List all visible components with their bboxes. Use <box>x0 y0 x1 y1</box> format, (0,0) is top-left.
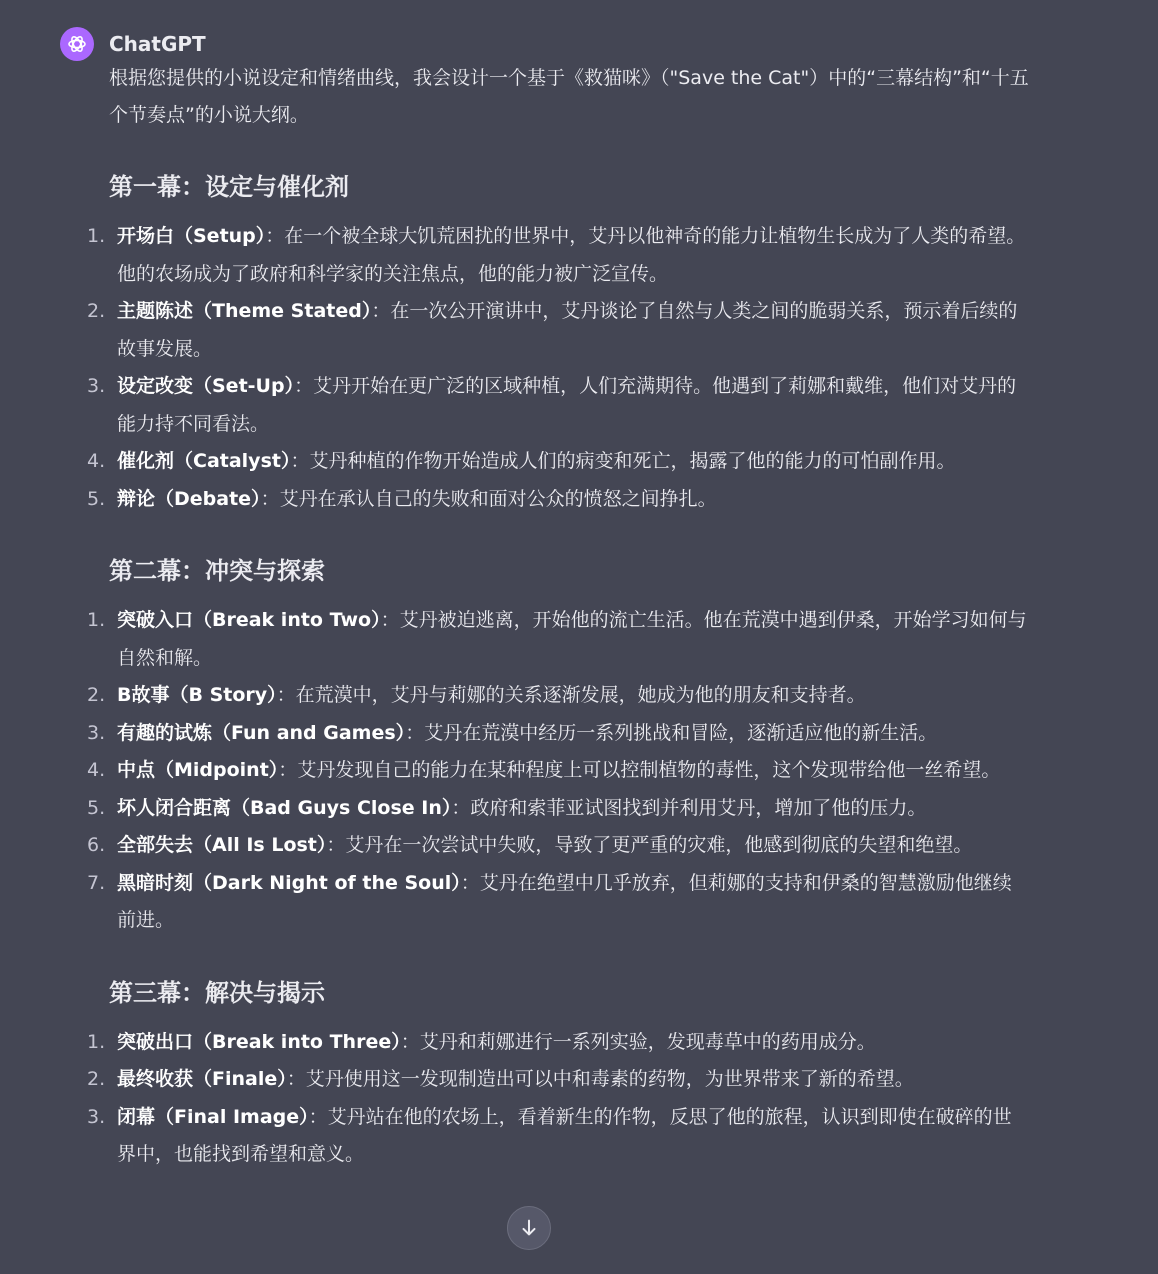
list-item <box>87 443 1029 481</box>
beat-separator: ： <box>451 796 471 819</box>
list-number: 5. <box>87 487 106 510</box>
arrow-down-icon <box>518 1217 540 1239</box>
beat-description: 艾丹种植的作物开始造成人们的病变和死亡，揭露了他的能力的可怕副作用。 <box>309 450 956 472</box>
beat-separator: ： <box>265 225 285 247</box>
beat-name: 辩论（Debate） <box>117 487 261 510</box>
list-number: 2. <box>87 1068 106 1090</box>
beat-separator: ： <box>294 375 314 397</box>
list-number: 1. <box>87 1030 106 1053</box>
beat-description: 艾丹在承认自己的失败和面对公众的愤怒之间挣扎。 <box>279 487 717 510</box>
beat-list <box>87 218 1029 518</box>
beat-name: 中点（Midpoint） <box>117 759 279 781</box>
beat-name: 突破入口（Break into Two） <box>117 609 381 631</box>
beat-separator: ： <box>405 721 425 744</box>
beat-description: 艾丹发现自己的能力在某种程度上可以控制植物的毒性，这个发现带给他一丝希望。 <box>297 759 1001 781</box>
beat-description: 艾丹使用这一发现制造出可以中和毒素的药物，为世界带来了新的希望。 <box>305 1068 914 1090</box>
beat-description: 艾丹被迫逃离，开始他的流亡生活。他在荒漠中遇到伊桑，开始学习如何与自然和解。 <box>117 609 1027 669</box>
beat-separator: ： <box>380 609 400 631</box>
list-item <box>87 602 1029 677</box>
avatar <box>60 27 94 61</box>
list-number: 5. <box>87 796 106 819</box>
beat-separator: ： <box>326 834 346 856</box>
beat-name: 最终收获（Finale） <box>117 1068 287 1090</box>
list-item <box>87 752 1029 790</box>
assistant-message <box>60 26 1100 1174</box>
beat-name: 黑暗时刻（Dark Night of the Soul） <box>117 871 461 894</box>
beat-description: 政府和索菲亚试图找到并利用艾丹，增加了他的压力。 <box>470 796 927 819</box>
list-number: 4. <box>87 759 106 781</box>
list-number: 2. <box>87 300 106 322</box>
beat-description: 在荒漠中，艾丹与莉娜的关系逐渐发展，她成为他的朋友和支持者。 <box>295 684 866 706</box>
beat-name: B故事（B Story） <box>117 684 277 706</box>
beat-description: 在一次公开演讲中，艾丹谈论了自然与人类之间的脆弱关系，预示着后续的故事发展。 <box>117 300 1018 360</box>
list-item <box>87 481 1029 519</box>
act-heading: 第三幕：解决与揭示 <box>109 978 325 1007</box>
list-item <box>87 790 1029 828</box>
beat-description: 艾丹站在他的农场上，看着新生的作物，反思了他的旅程，认识到即使在破碎的世界中，也能找到希望和意义。 <box>117 1105 1012 1165</box>
list-item <box>87 218 1029 293</box>
beat-name: 坏人闭合距离（Bad Guys Close In） <box>117 796 452 819</box>
list-item <box>87 368 1029 443</box>
list-number: 1. <box>87 609 106 631</box>
list-item <box>87 1024 1029 1062</box>
message-header <box>60 26 1100 62</box>
list-number: 3. <box>87 1105 106 1128</box>
beat-description: 艾丹在绝望中几乎放弃，但莉娜的支持和伊桑的智慧激励他继续前进。 <box>117 871 1012 931</box>
message-content <box>87 60 1029 1174</box>
beat-name: 开场白（Setup） <box>117 225 266 247</box>
beat-separator: ： <box>400 1030 420 1053</box>
beat-separator: ： <box>290 450 310 472</box>
list-item <box>87 677 1029 715</box>
scroll-to-bottom-button[interactable] <box>507 1206 551 1250</box>
author-name: ChatGPT <box>109 32 206 56</box>
beat-name: 有趣的试炼（Fun and Games） <box>117 721 406 744</box>
acts-container <box>87 170 1029 1174</box>
list-number: 7. <box>87 871 106 894</box>
beat-name: 催化剂（Catalyst） <box>117 450 291 472</box>
beat-name: 设定改变（Set-Up） <box>117 375 295 397</box>
beat-separator: ： <box>460 871 480 894</box>
beat-separator: ： <box>278 759 298 781</box>
beat-description: 艾丹在一次尝试中失败，导致了更严重的灾难，他感到彻底的失望和绝望。 <box>345 834 973 856</box>
beat-name: 主题陈述（Theme Stated） <box>117 300 372 322</box>
beat-name: 突破出口（Break into Three） <box>117 1030 401 1053</box>
beat-separator: ： <box>260 487 280 510</box>
list-number: 6. <box>87 834 106 856</box>
list-item <box>87 715 1029 753</box>
beat-list <box>87 602 1029 940</box>
beat-separator: ： <box>276 684 296 706</box>
act-heading: 第一幕：设定与催化剂 <box>109 173 349 201</box>
beat-description: 艾丹在荒漠中经历一系列挑战和冒险，逐渐适应他的新生活。 <box>424 721 938 744</box>
beat-description: 艾丹开始在更广泛的区域种植，人们充满期待。他遇到了莉娜和戴维，他们对艾丹的能力持不同看法。 <box>117 375 1017 435</box>
list-number: 1. <box>87 225 106 247</box>
list-item <box>87 1061 1029 1099</box>
beat-separator: ： <box>371 300 391 322</box>
beat-name: 闭幕（Final Image） <box>117 1105 309 1128</box>
beat-list <box>87 1024 1029 1174</box>
beat-description: 艾丹和莉娜进行一系列实验，发现毒草中的药用成分。 <box>419 1030 876 1053</box>
beat-description: 在一个被全球大饥荒困扰的世界中，艾丹以他神奇的能力让植物生长成为了人类的希望。他的农场成为了政府和科学家的关注焦点，他的能力被广泛宣传。 <box>117 225 1026 285</box>
list-number: 4. <box>87 450 106 472</box>
list-number: 3. <box>87 721 106 744</box>
act-heading: 第二幕：冲突与探索 <box>109 557 325 585</box>
list-number: 3. <box>87 375 106 397</box>
list-item <box>87 1099 1029 1174</box>
beat-separator: ： <box>308 1105 328 1128</box>
list-number: 2. <box>87 684 106 706</box>
list-item <box>87 827 1029 865</box>
beat-separator: ： <box>286 1068 306 1090</box>
openai-logo-icon <box>65 32 89 56</box>
list-item <box>87 865 1029 940</box>
list-item <box>87 293 1029 368</box>
beat-name: 全部失去（All Is Lost） <box>117 834 327 856</box>
intro-paragraph: 根据您提供的小说设定和情绪曲线，我会设计一个基于《救猫咪》（"Save the Cat"）中的“三幕结构”和“十五个节奏点”的小说大纲。 <box>109 67 1029 126</box>
